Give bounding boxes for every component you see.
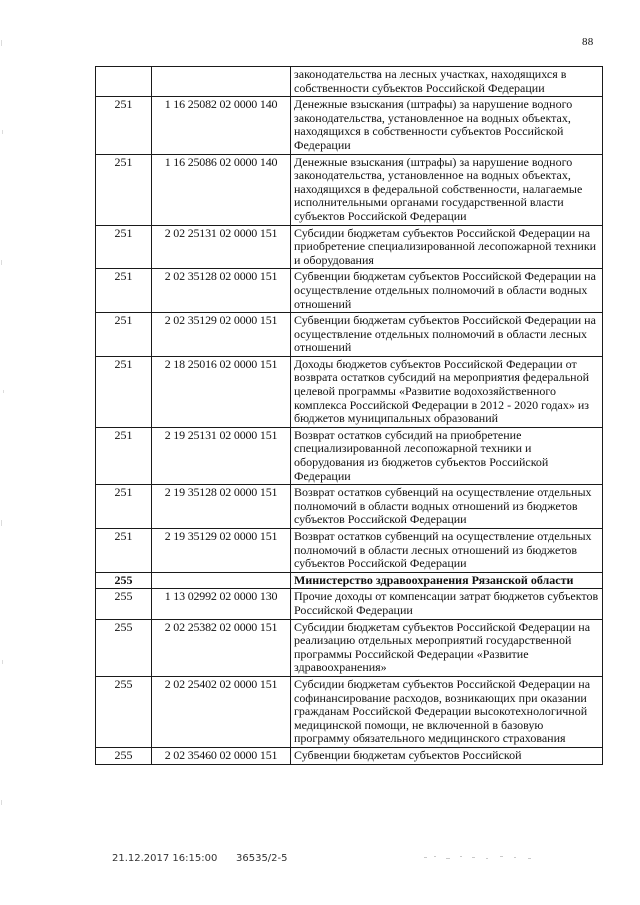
revenue-name-cell: Возврат остатков субсидий на приобретение специализированной лесопожарной техники и оборудования из бюджетов субъектов Российской Федерации bbox=[291, 427, 603, 484]
revenue-name-cell: Субсидии бюджетам субъектов Российской Федерации на приобретение специализированной лесопожарной техники и оборудования bbox=[291, 225, 603, 269]
admin-code-cell: 255 bbox=[96, 619, 152, 676]
budget-code-cell bbox=[152, 572, 291, 589]
admin-code-cell: 251 bbox=[96, 154, 152, 225]
admin-code-cell: 251 bbox=[96, 529, 152, 573]
table-row bbox=[96, 154, 603, 225]
budget-code-cell: 2 02 35460 02 0000 151 bbox=[152, 747, 291, 764]
admin-code-cell: 251 bbox=[96, 427, 152, 484]
table-row bbox=[96, 225, 603, 269]
admin-code-cell: 251 bbox=[96, 485, 152, 529]
table-row bbox=[96, 356, 603, 427]
budget-code-cell: 2 19 25131 02 0000 151 bbox=[152, 427, 291, 484]
revenue-name-cell: Субвенции бюджетам субъектов Российской bbox=[291, 747, 603, 764]
table-row bbox=[96, 427, 603, 484]
table-row bbox=[96, 619, 603, 676]
revenue-name-cell: Денежные взыскания (штрафы) за нарушение водного законодательства, установленное на водных объектах, находящихся в федеральной собственности, налагаемые исполнительными органами государственной власти субъектов Российской Федерации bbox=[291, 154, 603, 225]
revenue-name-cell: Возврат остатков субвенций на осуществление отдельных полномочий в области водных отношений из бюджетов субъектов Российской Федерации bbox=[291, 485, 603, 529]
budget-code-cell: 2 18 25016 02 0000 151 bbox=[152, 356, 291, 427]
revenue-name-cell: Субвенции бюджетам субъектов Российской Федерации на осуществление отдельных полномочий в области водных отношений bbox=[291, 269, 603, 313]
revenue-name-cell: Возврат остатков субвенций на осуществление отдельных полномочий в области лесных отношений из бюджетов субъектов Российской Федерации bbox=[291, 529, 603, 573]
revenue-name-cell: Субсидии бюджетам субъектов Российской Федерации на реализацию отдельных мероприятий государственной программы Российской Федерации «Развитие здравоохранения» bbox=[291, 619, 603, 676]
admin-code-cell: 251 bbox=[96, 313, 152, 357]
table-row bbox=[96, 269, 603, 313]
revenue-name-cell: законодательства на лесных участках, находящихся в собственности субъектов Российской Федерации bbox=[291, 67, 603, 97]
table-row bbox=[96, 676, 603, 747]
revenue-name-cell: Доходы бюджетов субъектов Российской Федерации от возврата остатков субсидий на мероприятия федеральной целевой программы «Развитие водохозяйственного комплекса Российской Федерации в 2012 - 2020 годах» из бюджетов муниципальных образований bbox=[291, 356, 603, 427]
budget-code-cell: 2 02 35129 02 0000 151 bbox=[152, 313, 291, 357]
table-row bbox=[96, 97, 603, 154]
admin-code-cell: 251 bbox=[96, 269, 152, 313]
admin-code-cell: 255 bbox=[96, 572, 152, 589]
table-row bbox=[96, 67, 603, 97]
footer-document-ref: 36535/2-5 bbox=[236, 853, 288, 864]
revenue-name-cell: Прочие доходы от компенсации затрат бюджетов субъектов Российской Федерации bbox=[291, 589, 603, 619]
admin-code-cell: 251 bbox=[96, 225, 152, 269]
revenue-name-cell: Субсидии бюджетам субъектов Российской Федерации на софинансирование расходов, возникающих при оказании гражданам Российской Федерации высокотехнологичной медицинской помощи, не включенной в базовую программу обязательного медицинского страхования bbox=[291, 676, 603, 747]
budget-code-cell: 2 02 35128 02 0000 151 bbox=[152, 269, 291, 313]
scan-noise-marks bbox=[420, 850, 540, 864]
budget-code-cell bbox=[152, 67, 291, 97]
revenue-name-cell: Субвенции бюджетам субъектов Российской Федерации на осуществление отдельных полномочий в области лесных отношений bbox=[291, 313, 603, 357]
scan-edge-marks bbox=[0, 0, 6, 905]
table-body bbox=[96, 67, 603, 765]
table-row bbox=[96, 529, 603, 573]
table-row bbox=[96, 589, 603, 619]
ministry-heading-row bbox=[96, 572, 603, 589]
footer-timestamp: 21.12.2017 16:15:00 bbox=[112, 853, 218, 864]
budget-code-cell: 2 19 35128 02 0000 151 bbox=[152, 485, 291, 529]
budget-code-cell: 1 16 25082 02 0000 140 bbox=[152, 97, 291, 154]
budget-code-cell: 2 02 25402 02 0000 151 bbox=[152, 676, 291, 747]
revenue-codes-table bbox=[95, 66, 603, 765]
admin-code-cell bbox=[96, 67, 152, 97]
table-row bbox=[96, 313, 603, 357]
table-row bbox=[96, 747, 603, 764]
budget-code-cell: 2 19 35129 02 0000 151 bbox=[152, 529, 291, 573]
admin-code-cell: 255 bbox=[96, 589, 152, 619]
admin-code-cell: 251 bbox=[96, 356, 152, 427]
ministry-name-cell: Министерство здравоохранения Рязанской области bbox=[291, 572, 603, 589]
admin-code-cell: 255 bbox=[96, 747, 152, 764]
table-row bbox=[96, 485, 603, 529]
budget-code-cell: 2 02 25131 02 0000 151 bbox=[152, 225, 291, 269]
budget-code-cell: 2 02 25382 02 0000 151 bbox=[152, 619, 291, 676]
admin-code-cell: 255 bbox=[96, 676, 152, 747]
admin-code-cell: 251 bbox=[96, 97, 152, 154]
page-number: 88 bbox=[582, 36, 594, 48]
budget-code-cell: 1 13 02992 02 0000 130 bbox=[152, 589, 291, 619]
budget-code-cell: 1 16 25086 02 0000 140 bbox=[152, 154, 291, 225]
revenue-name-cell: Денежные взыскания (штрафы) за нарушение водного законодательства, установленное на водных объектах, находящихся в собственности субъектов Российской Федерации bbox=[291, 97, 603, 154]
